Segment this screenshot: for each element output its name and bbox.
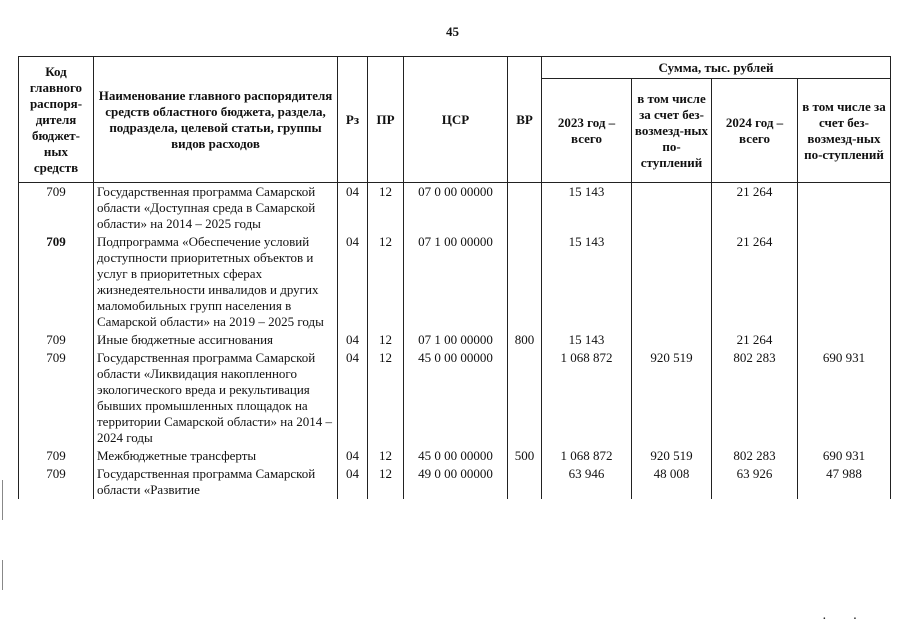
cell-2023-total: 15 143 xyxy=(542,331,632,349)
cell-code: 709 xyxy=(19,183,94,234)
cell-vr xyxy=(508,465,542,499)
table-row xyxy=(19,349,891,447)
table-header xyxy=(19,57,891,183)
table-row xyxy=(19,465,891,499)
header-code: Код главного распоря-дителя бюджет-ных средств xyxy=(19,57,94,183)
cell-rz: 04 xyxy=(338,447,368,465)
cell-pr: 12 xyxy=(368,331,404,349)
cell-name: Государственная программа Самарской области «Доступная среда в Самарской области» на 2014 – 2025 годы xyxy=(94,183,338,234)
cell-2024-total: 21 264 xyxy=(712,183,798,234)
cell-vr: 800 xyxy=(508,331,542,349)
cell-code: 709 xyxy=(19,447,94,465)
cell-2023-total: 1 068 872 xyxy=(542,447,632,465)
header-csr: ЦСР xyxy=(404,57,508,183)
header-2023-grants: в том числе за счет без-возмезд-ных по-ступлений xyxy=(632,79,712,183)
header-sum-group: Сумма, тыс. рублей xyxy=(542,57,891,79)
cell-csr: 07 1 00 00000 xyxy=(404,233,508,331)
scan-edge-mark xyxy=(2,560,3,590)
cell-2023-total: 15 143 xyxy=(542,233,632,331)
cell-pr: 12 xyxy=(368,183,404,234)
page-number: 45 xyxy=(446,24,459,39)
cell-csr: 07 0 00 00000 xyxy=(404,183,508,234)
header-rz: Рз xyxy=(338,57,368,183)
header-2024-total: 2024 год – всего xyxy=(712,79,798,183)
cell-name: Государственная программа Самарской области «Ликвидация накопленного экологического вреда и рекультивация бывших промышленных площадок на территории Самарской области» на 2014 – 2024 годы xyxy=(94,349,338,447)
cell-2024-grants xyxy=(798,331,891,349)
cell-name: Иные бюджетные ассигнования xyxy=(94,331,338,349)
cell-csr: 49 0 00 00000 xyxy=(404,465,508,499)
cell-rz: 04 xyxy=(338,183,368,234)
cell-2024-grants xyxy=(798,183,891,234)
table-row xyxy=(19,447,891,465)
cell-name: Государственная программа Самарской области «Развитие xyxy=(94,465,338,499)
cell-pr: 12 xyxy=(368,349,404,447)
cell-code: 709 xyxy=(19,233,94,331)
cell-2023-grants: 48 008 xyxy=(632,465,712,499)
cell-rz: 04 xyxy=(338,349,368,447)
cell-2023-total: 1 068 872 xyxy=(542,349,632,447)
cell-2023-total: 63 946 xyxy=(542,465,632,499)
cell-name: Межбюджетные трансферты xyxy=(94,447,338,465)
cell-pr: 12 xyxy=(368,233,404,331)
scan-edge-mark xyxy=(2,480,3,520)
cell-2024-total: 21 264 xyxy=(712,331,798,349)
cell-pr: 12 xyxy=(368,465,404,499)
cell-code: 709 xyxy=(19,465,94,499)
cell-2024-grants: 47 988 xyxy=(798,465,891,499)
cell-csr: 07 1 00 00000 xyxy=(404,331,508,349)
cell-2023-grants xyxy=(632,183,712,234)
cell-rz: 04 xyxy=(338,331,368,349)
cell-2024-total: 802 283 xyxy=(712,447,798,465)
cell-csr: 45 0 00 00000 xyxy=(404,349,508,447)
scan-dots: ·· xyxy=(822,612,884,627)
cell-rz: 04 xyxy=(338,465,368,499)
table-row xyxy=(19,233,891,331)
cell-2024-total: 802 283 xyxy=(712,349,798,447)
cell-2024-total: 63 926 xyxy=(712,465,798,499)
cell-2024-grants xyxy=(798,233,891,331)
header-name: Наименование главного распорядителя средств областного бюджета, раздела, подраздела, целевой статьи, группы видов расходов xyxy=(94,57,338,183)
budget-table xyxy=(18,56,891,499)
table-body xyxy=(19,183,891,500)
cell-vr xyxy=(508,183,542,234)
table-row xyxy=(19,331,891,349)
cell-2023-grants xyxy=(632,331,712,349)
cell-2023-grants xyxy=(632,233,712,331)
cell-vr xyxy=(508,233,542,331)
cell-name: Подпрограмма «Обеспечение условий доступности приоритетных объектов и услуг в приоритетных сферах жизнедеятельности инвалидов и других маломобильных групп населения в Самарской области» на 2019 – 2025 годы xyxy=(94,233,338,331)
cell-2023-grants: 920 519 xyxy=(632,349,712,447)
cell-2024-grants: 690 931 xyxy=(798,349,891,447)
cell-pr: 12 xyxy=(368,447,404,465)
cell-code: 709 xyxy=(19,349,94,447)
header-2024-grants: в том числе за счет без-возмезд-ных по-ступлений xyxy=(798,79,891,183)
cell-code: 709 xyxy=(19,331,94,349)
cell-2024-total: 21 264 xyxy=(712,233,798,331)
cell-2023-total: 15 143 xyxy=(542,183,632,234)
cell-vr xyxy=(508,349,542,447)
cell-2023-grants: 920 519 xyxy=(632,447,712,465)
table-row xyxy=(19,183,891,234)
cell-csr: 45 0 00 00000 xyxy=(404,447,508,465)
header-vr: ВР xyxy=(508,57,542,183)
cell-vr: 500 xyxy=(508,447,542,465)
cell-2024-grants: 690 931 xyxy=(798,447,891,465)
header-2023-total: 2023 год – всего xyxy=(542,79,632,183)
header-pr: ПР xyxy=(368,57,404,183)
cell-rz: 04 xyxy=(338,233,368,331)
